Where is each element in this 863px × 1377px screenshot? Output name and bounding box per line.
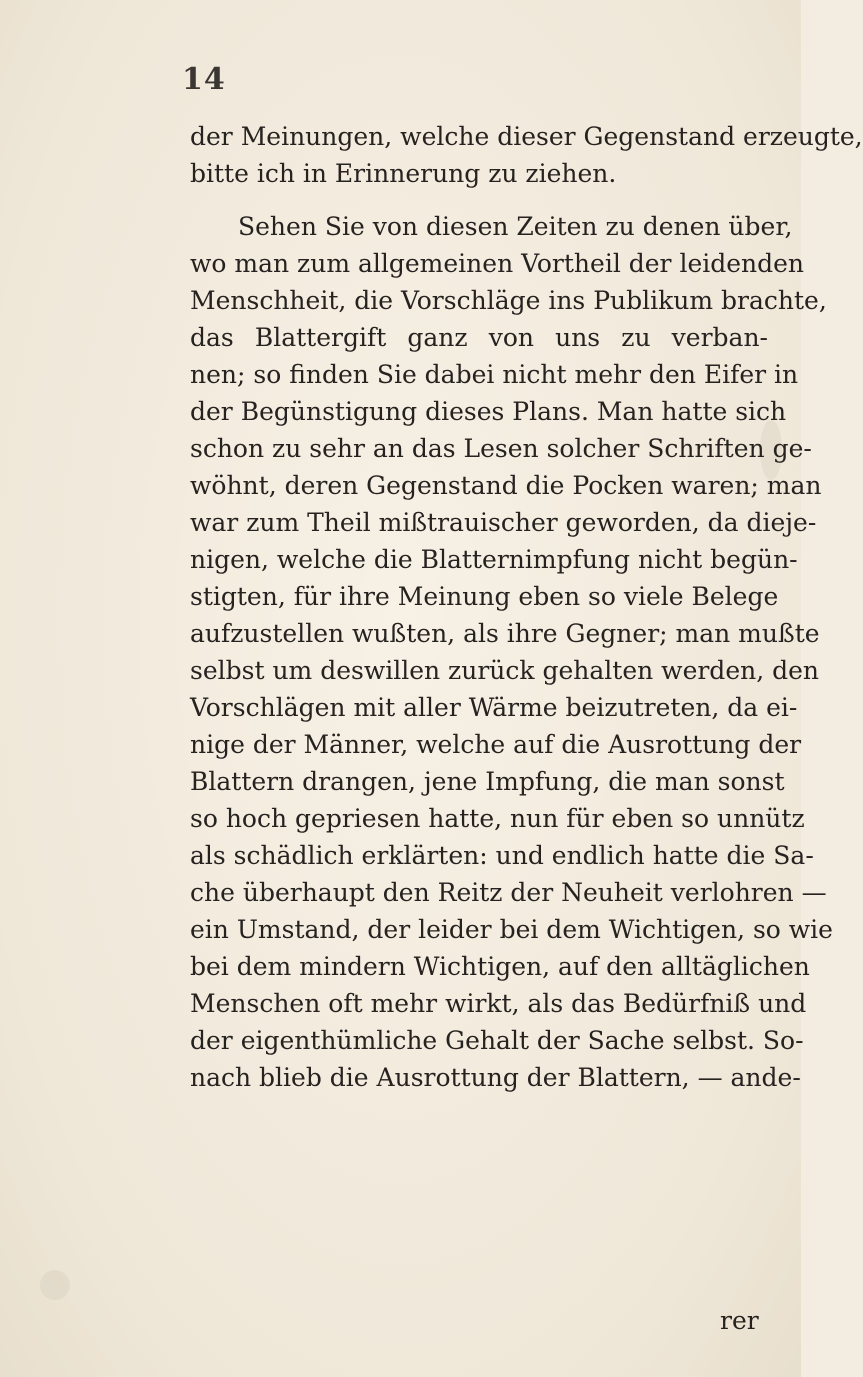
text-line: ein Umstand, der leider bei dem Wichtigen, so wie	[190, 915, 833, 944]
text-line: wöhnt, deren Gegenstand die Pocken waren; man	[190, 471, 822, 500]
text-line: der eigenthümliche Gehalt der Sache selbst. So-	[190, 1026, 804, 1055]
text-line: nach blieb die Ausrottung der Blattern, — ande-	[190, 1063, 801, 1092]
text-line: che überhaupt den Reitz der Neuheit verlohren —	[190, 878, 827, 907]
text-line: war zum Theil mißtrauischer geworden, da dieje-	[190, 508, 817, 537]
text-line: aufzustellen wußten, als ihre Gegner; man mußte	[190, 619, 820, 648]
text-line: schon zu sehr an das Lesen solcher Schriften ge-	[190, 434, 812, 463]
text-line: bitte ich in Erinnerung zu ziehen.	[190, 159, 617, 188]
text-line: so hoch gepriesen hatte, nun für eben so unnütz	[190, 804, 805, 833]
catchword: rer	[720, 1306, 759, 1335]
text-line: Sehen Sie von diesen Zeiten zu denen über,	[238, 212, 793, 241]
text-line: Menschen oft mehr wirkt, als das Bedürfniß und	[190, 989, 807, 1018]
body-text	[190, 118, 863, 1096]
text-line: nen; so finden Sie dabei nicht mehr den Eifer in	[190, 360, 799, 389]
text-line: wo man zum allgemeinen Vortheil der leidenden	[190, 249, 805, 278]
text-line: nigen, welche die Blatternimpfung nicht begün-	[190, 545, 798, 574]
text-line: Blattern drangen, jene Impfung, die man sonst	[190, 767, 785, 796]
text-line: nige der Männer, welche auf die Ausrottung der	[190, 730, 802, 759]
page-number: 14	[182, 62, 226, 97]
text-line: der Meinungen, welche dieser Gegenstand erzeugte,	[190, 122, 863, 151]
text-line: als schädlich erklärten: und endlich hatte die Sa-	[190, 841, 814, 870]
text-line: stigten, für ihre Meinung eben so viele Belege	[190, 582, 779, 611]
text-line: Vorschlägen mit aller Wärme beizutreten, da ei-	[190, 693, 798, 722]
text-line: bei dem mindern Wichtigen, auf den alltäglichen	[190, 952, 810, 981]
text-line: der Begünstigung dieses Plans. Man hatte sich	[190, 397, 787, 426]
text-line: Menschheit, die Vorschläge ins Publikum brachte,	[190, 286, 827, 315]
text-line: das Blattergift ganz von uns zu verban-	[190, 323, 768, 352]
text-line: selbst um deswillen zurück gehalten werden, den	[190, 656, 820, 685]
page-stain	[40, 1270, 70, 1300]
